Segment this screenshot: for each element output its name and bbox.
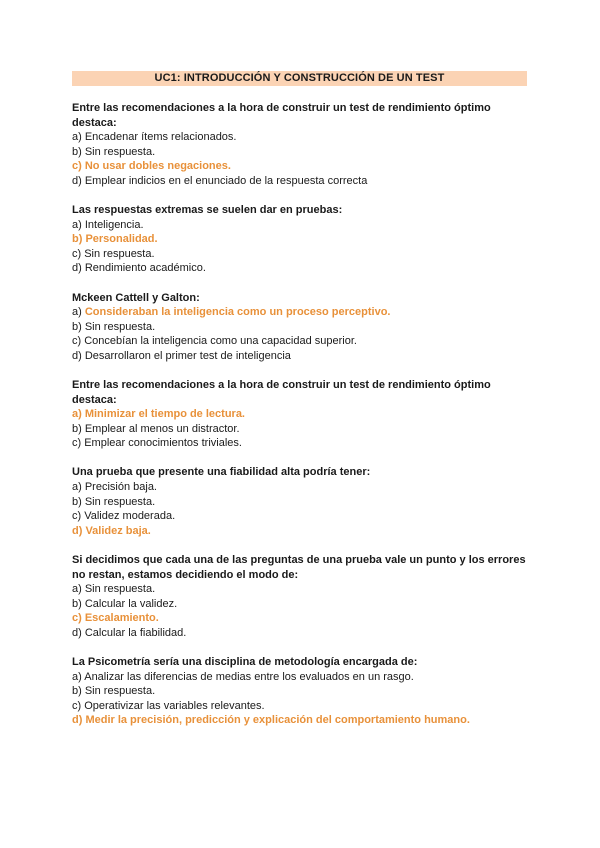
question-2	[72, 203, 532, 276]
option-c-correct: c) Escalamiento.	[72, 612, 159, 625]
question-6	[72, 553, 532, 641]
option-c: c) Sin respuesta.	[72, 247, 155, 260]
option-d: d) Desarrollaron el primer test de inteligencia	[72, 349, 291, 362]
question-3	[72, 291, 532, 364]
question-5	[72, 465, 532, 538]
option-a: a) Encadenar ítems relacionados.	[72, 131, 237, 144]
option-b: b) Sin respuesta.	[72, 320, 156, 333]
question-text: Entre las recomendaciones a la hora de construir un test de rendimiento óptimo destaca:	[72, 102, 491, 129]
question-4	[72, 378, 532, 451]
question-list	[72, 101, 532, 742]
option-b: b) Sin respuesta.	[72, 145, 156, 158]
question-1	[72, 101, 532, 189]
option-c: c) Concebían la inteligencia como una capacidad superior.	[72, 335, 357, 348]
option-prefix: a)	[72, 306, 85, 319]
question-text: La Psicometría sería una disciplina de metodología encargada de:	[72, 656, 418, 668]
option-d: d) Emplear indicios en el enunciado de la respuesta correcta	[72, 174, 368, 187]
option-a: a) Precisión baja.	[72, 481, 157, 494]
question-text: Las respuestas extremas se suelen dar en pruebas:	[72, 204, 343, 217]
option-b: b) Calcular la validez.	[72, 597, 178, 610]
question-text: Si decidimos que cada una de las preguntas de una prueba vale un punto y los errores no restan, estamos decidiendo el modo de:	[72, 553, 526, 581]
option-a	[72, 305, 532, 320]
option-a-correct: Consideraban la inteligencia como un proceso perceptivo.	[84, 306, 391, 319]
option-a-correct: a) Minimizar el tiempo de lectura.	[72, 408, 245, 421]
option-a: a) Inteligencia.	[72, 218, 144, 231]
option-d: d) Calcular la fiabilidad.	[72, 626, 187, 639]
question-text: Entre las recomendaciones a la hora de construir un test de rendimiento óptimo destaca:	[72, 379, 491, 406]
option-b-correct: b) Personalidad.	[72, 233, 158, 246]
question-7	[72, 655, 532, 728]
option-d-correct: d) Validez baja.	[72, 524, 151, 537]
option-c: c) Emplear conocimientos triviales.	[72, 437, 242, 450]
option-c-correct: c) No usar dobles negaciones.	[72, 160, 231, 173]
question-text: Mckeen Cattell y Galton:	[72, 291, 200, 304]
option-c: c) Operativizar las variables relevantes.	[72, 699, 265, 712]
option-b: b) Emplear al menos un distractor.	[72, 422, 240, 435]
option-d: d) Rendimiento académico.	[72, 262, 206, 275]
option-b: b) Sin respuesta.	[72, 685, 156, 698]
question-text: Una prueba que presente una fiabilidad alta podría tener:	[72, 466, 371, 479]
option-a: a) Analizar las diferencias de medias entre los evaluados en un rasgo.	[72, 670, 414, 683]
option-d-correct: d) Medir la precisión, predicción y explicación del comportamiento humano.	[72, 714, 470, 727]
page-title: UC1: INTRODUCCIÓN Y CONSTRUCCIÓN DE UN TEST	[72, 71, 527, 86]
option-b: b) Sin respuesta.	[72, 495, 156, 508]
option-a: a) Sin respuesta.	[72, 583, 156, 596]
option-c: c) Validez moderada.	[72, 510, 176, 523]
